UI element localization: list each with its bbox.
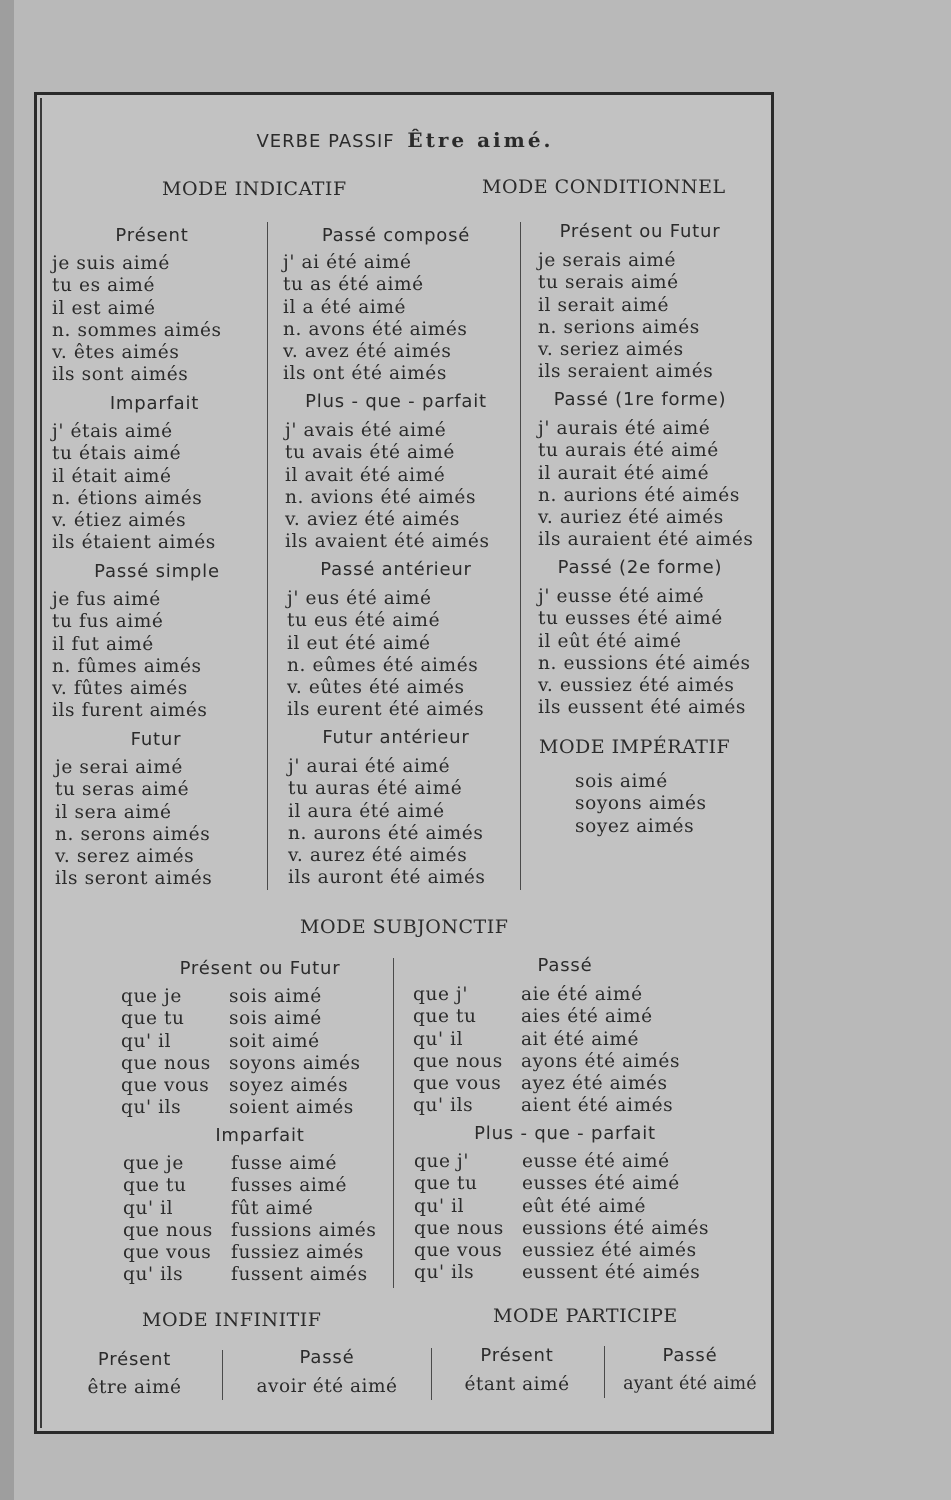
pronoun: que j' — [413, 984, 469, 1005]
conj-line: v. seriez aimés — [538, 339, 684, 361]
conj-line: v. aviez été aimés — [285, 509, 460, 531]
conj-line: v. fûtes aimés — [52, 678, 188, 700]
block-subj-present — [121, 986, 361, 1120]
page-edge — [0, 0, 14, 1500]
conj-line: tu eusses été aimé — [538, 608, 723, 630]
conj-line: ils furent aimés — [52, 700, 208, 722]
conj-line: ils auraient été aimés — [538, 529, 754, 551]
pronoun: qu' ils — [413, 1095, 474, 1117]
tense-passe-simple: Passé simple — [94, 561, 220, 582]
verb-form: aies été aimé — [521, 1006, 653, 1028]
conj-line: tu eus été aimé — [287, 610, 441, 632]
pronoun: que nous — [414, 1217, 504, 1239]
pronoun: que nous — [413, 1050, 503, 1072]
conj-line: v. êtes aimés — [52, 342, 180, 364]
block-imparfait — [52, 421, 216, 555]
pronoun: qu' il — [414, 1195, 465, 1217]
conj-line: v. étiez aimés — [52, 510, 187, 532]
block-futur-anterieur — [288, 756, 486, 890]
conj-line: ils seront aimés — [55, 868, 213, 890]
verb-form: sois aimé — [229, 1008, 322, 1030]
conj-line: je serai aimé — [55, 757, 183, 778]
conj-line: n. sommes aimés — [52, 319, 222, 341]
conj-line: il fut aimé — [52, 633, 154, 655]
pronoun: que vous — [413, 1073, 502, 1095]
conj-line: v. aurez été aimés — [288, 845, 468, 867]
conj-line: n. serions aimés — [538, 316, 700, 338]
conj-line: v. auriez été aimés — [538, 507, 724, 529]
pronoun: que je — [123, 1153, 184, 1174]
conj-line: tu auras été aimé — [288, 778, 463, 800]
verb-form: soit aimé — [229, 1030, 320, 1052]
pronoun: que vous — [123, 1242, 212, 1264]
mode-infinitif-heading: MODE INFINITIF — [142, 1309, 322, 1331]
pronoun: qu' ils — [123, 1264, 184, 1286]
block-cond-passe-2 — [538, 586, 751, 720]
part-passe-label: Passé — [662, 1345, 718, 1366]
conj-line: je suis aimé — [52, 253, 170, 274]
verb-form: eusse été aimé — [522, 1151, 670, 1172]
conj-line: il a été aimé — [283, 296, 407, 318]
conj-line: tu es aimé — [52, 275, 155, 297]
conj-line: n. fûmes aimés — [52, 655, 202, 677]
tense-futur: Futur — [130, 729, 182, 750]
pronoun: que nous — [123, 1219, 213, 1241]
part-present-label: Présent — [480, 1345, 554, 1366]
conj-line: j' eusse été aimé — [538, 586, 705, 607]
conj-line: v. serez aimés — [55, 846, 195, 868]
conj-line: j' aurai été aimé — [288, 756, 451, 777]
conj-line: tu aurais été aimé — [538, 440, 719, 462]
page-title — [0, 128, 810, 152]
conj-line: ils ont été aimés — [283, 363, 447, 385]
block-present — [52, 253, 222, 387]
block-subj-plus-que-parfait — [414, 1151, 709, 1285]
conj-line: j' étais aimé — [52, 421, 173, 442]
title-verb: Être aimé. — [407, 128, 554, 152]
verb-form: eusses été aimé — [522, 1173, 680, 1195]
conj-line: tu étais aimé — [52, 443, 182, 465]
tense-cond-present: Présent ou Futur — [559, 221, 721, 242]
pronoun: qu' ils — [121, 1097, 182, 1119]
conj-line: n. avons été aimés — [283, 318, 468, 340]
pronoun: qu' il — [121, 1030, 172, 1052]
verb-form: eussent été aimés — [522, 1262, 701, 1284]
mode-subjonctif-heading: MODE SUBJONCTIF — [300, 916, 509, 938]
pronoun: que tu — [123, 1175, 187, 1197]
conj-line: il eut été aimé — [287, 632, 431, 654]
block-futur — [55, 757, 212, 891]
tense-plus-que-parfait: Plus - que - parfait — [305, 391, 487, 412]
block-passe-compose — [283, 252, 468, 386]
inf-present-value: être aimé — [87, 1377, 182, 1398]
conj-line: tu serais aimé — [538, 272, 679, 294]
conj-line: tu seras aimé — [55, 779, 190, 801]
conj-line: j' eus été aimé — [287, 588, 432, 609]
conj-line: ils sont aimés — [52, 364, 189, 386]
verb-form: aient été aimés — [521, 1095, 674, 1117]
mode-conditionnel-heading: MODE CONDITIONNEL — [482, 176, 726, 198]
column-rule-2 — [520, 222, 521, 890]
conj-line: il était aimé — [52, 465, 172, 487]
conj-line: il aura été aimé — [288, 800, 445, 822]
verb-form: fussent aimés — [231, 1264, 368, 1286]
conj-line: tu fus aimé — [52, 611, 164, 633]
block-imperatif — [575, 771, 707, 838]
title-label: VERBE PASSIF — [256, 131, 395, 152]
block-plus-que-parfait — [285, 420, 490, 554]
conj-line: soyez aimés — [575, 815, 695, 837]
conj-line: ils avaient été aimés — [285, 531, 490, 553]
tense-futur-anterieur: Futur antérieur — [322, 727, 470, 748]
tense-subj-present: Présent ou Futur — [179, 958, 341, 979]
verb-form: fût aimé — [231, 1197, 314, 1219]
inf-passe-label: Passé — [299, 1347, 355, 1368]
conj-line: j' aurais été aimé — [538, 418, 711, 439]
block-passe-simple — [52, 589, 208, 723]
conj-line: je fus aimé — [52, 589, 161, 610]
mode-imperatif-heading: MODE IMPÉRATIF — [539, 736, 731, 758]
conj-line: il serait aimé — [538, 294, 670, 316]
conj-line: ils eurent été aimés — [287, 699, 485, 721]
tense-passe-compose: Passé composé — [321, 225, 471, 246]
mode-indicatif-heading: MODE INDICATIF — [162, 178, 347, 200]
pronoun: que tu — [121, 1008, 185, 1030]
block-passe-anterieur — [287, 588, 484, 722]
conj-line: n. eussions été aimés — [538, 652, 751, 674]
tense-subj-plus-que-parfait: Plus - que - parfait — [474, 1123, 656, 1144]
verb-form: ayons été aimés — [521, 1050, 681, 1072]
inf-present-label: Présent — [97, 1349, 172, 1370]
pronoun: qu' ils — [414, 1262, 475, 1284]
conj-line: n. aurons été aimés — [288, 822, 484, 844]
conj-line: n. étions aimés — [52, 487, 203, 509]
tense-present: Présent — [115, 225, 189, 246]
conj-line: il aurait été aimé — [538, 462, 710, 484]
conj-line: il sera aimé — [55, 801, 172, 823]
verb-form: fusses aimé — [231, 1175, 348, 1197]
tense-subj-imparfait: Imparfait — [215, 1125, 305, 1146]
verb-form: soyons aimés — [229, 1052, 361, 1074]
tense-subj-passe: Passé — [537, 955, 593, 976]
conj-line: ils auront été aimés — [288, 867, 486, 889]
pronoun: que vous — [121, 1075, 210, 1097]
verb-form: sois aimé — [229, 986, 322, 1007]
conj-line: tu avais été aimé — [285, 442, 455, 464]
conj-line: v. avez été aimés — [283, 341, 452, 363]
verb-form: aie été aimé — [521, 984, 643, 1005]
pronoun: que tu — [414, 1173, 478, 1195]
verb-form: ait été aimé — [521, 1028, 640, 1050]
tense-cond-passe-2: Passé (2e forme) — [557, 557, 723, 578]
conj-line: j' ai été aimé — [283, 252, 412, 273]
verb-form: soient aimés — [229, 1097, 354, 1119]
inf-rule-3 — [604, 1346, 605, 1398]
verb-form: ayez été aimés — [521, 1073, 668, 1095]
conj-line: il eût été aimé — [538, 630, 682, 652]
tense-imparfait: Imparfait — [109, 393, 200, 414]
subj-column-rule — [393, 958, 394, 1288]
conj-line: j' avais été aimé — [285, 420, 447, 441]
verb-form: eussiez été aimés — [522, 1240, 697, 1262]
tense-passe-anterieur: Passé antérieur — [320, 559, 472, 580]
inf-rule-2 — [431, 1348, 432, 1400]
verb-form: fussions aimés — [231, 1219, 377, 1241]
conj-line: n. eûmes été aimés — [287, 654, 479, 676]
pronoun: qu' il — [413, 1028, 464, 1050]
block-subj-imparfait — [123, 1153, 376, 1287]
conj-line: sois aimé — [575, 771, 668, 792]
conj-line: ils eussent été aimés — [538, 697, 746, 719]
conj-line: n. aurions été aimés — [538, 484, 740, 506]
verb-form: soyez aimés — [229, 1075, 349, 1097]
inf-passe-value: avoir été aimé — [256, 1376, 398, 1397]
part-present-value: étant aimé — [464, 1374, 570, 1395]
conj-line: je serais aimé — [538, 250, 677, 271]
conj-line: ils étaient aimés — [52, 532, 216, 554]
conj-line: v. eûtes été aimés — [287, 677, 465, 699]
verb-form: fussiez aimés — [231, 1242, 364, 1264]
block-subj-passe — [413, 984, 680, 1118]
verb-form: fusse aimé — [231, 1153, 338, 1174]
part-passe-value: ayant été aimé — [623, 1374, 757, 1394]
pronoun: qu' il — [123, 1197, 174, 1219]
inf-rule-1 — [222, 1350, 223, 1400]
conj-line: ils seraient aimés — [538, 361, 714, 383]
column-rule-1 — [267, 222, 268, 890]
conj-line: soyons aimés — [575, 793, 707, 815]
conj-line: n. avions été aimés — [285, 486, 477, 508]
pronoun: que tu — [413, 1006, 477, 1028]
conj-line: tu as été aimé — [283, 274, 424, 296]
pronoun: que nous — [121, 1052, 211, 1074]
verb-form: eût été aimé — [522, 1195, 647, 1217]
conj-line: v. eussiez été aimés — [538, 675, 735, 697]
pronoun: que je — [121, 986, 182, 1007]
block-cond-present — [538, 250, 713, 384]
conj-line: n. serons aimés — [55, 823, 211, 845]
pronoun: que vous — [414, 1240, 503, 1262]
block-cond-passe-1 — [538, 418, 753, 552]
pronoun: que j' — [414, 1151, 470, 1172]
conj-line: il est aimé — [52, 297, 156, 319]
conj-line: il avait été aimé — [285, 464, 446, 486]
verb-form: eussions été aimés — [522, 1217, 710, 1239]
tense-cond-passe-1: Passé (1re forme) — [553, 389, 727, 410]
mode-participe-heading: MODE PARTICIPE — [493, 1305, 678, 1327]
